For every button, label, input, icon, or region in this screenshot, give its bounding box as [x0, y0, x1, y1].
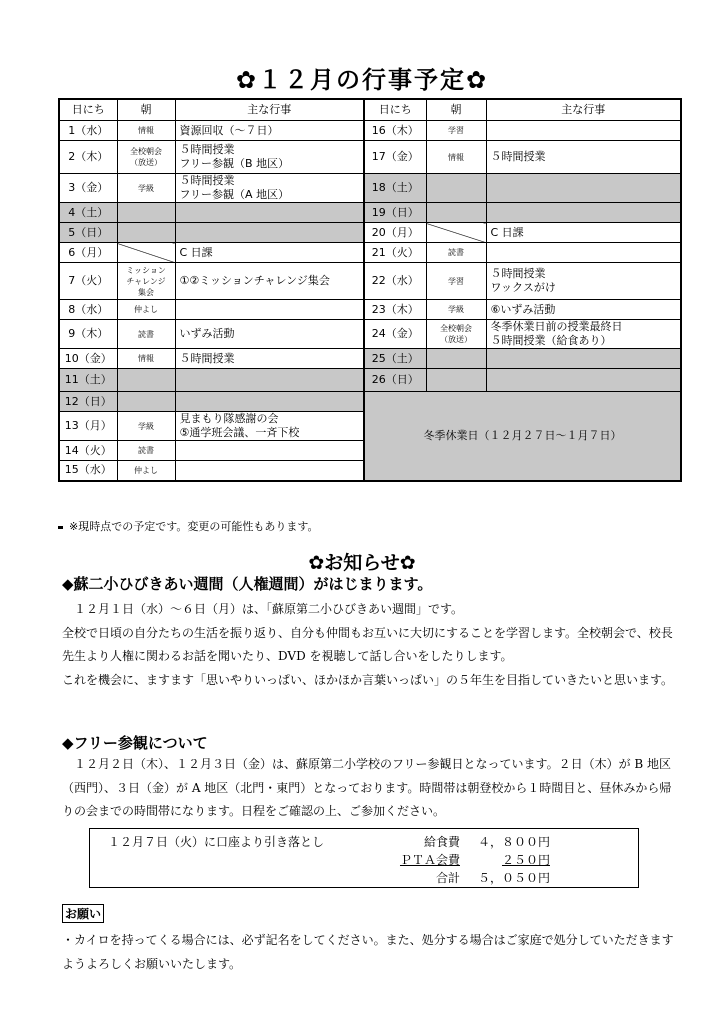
morning-cell: 学級 [426, 300, 486, 320]
event-cell [175, 441, 364, 461]
event-cell [175, 392, 364, 412]
date-cell: 10（金） [59, 349, 117, 369]
fee-row: 合計 ５，０５０円 [435, 871, 550, 885]
event-cell: 冬季休業日前の授業最終日 ５時間授業（給食あり） [486, 320, 681, 349]
winter-break-cell: 冬季休業日（１２月２７日～１月７日） [364, 392, 681, 481]
date-cell: 1（水） [59, 121, 117, 141]
date-cell: 26（日） [364, 369, 426, 392]
morning-cell [117, 392, 175, 412]
morning-cell: 全校朝会 （放送） [426, 320, 486, 349]
event-cell [486, 121, 681, 141]
morning-cell: 全校朝会 （放送） [117, 141, 175, 174]
section-heading-human-rights: ◆蘇二小ひびきあい週間（人権週間）がはじまります。 [62, 575, 433, 593]
event-cell [486, 203, 681, 223]
morning-cell [426, 203, 486, 223]
table-header-cell: 主な行事 [486, 99, 681, 121]
event-cell: 見まもり隊感謝の会 ⑤通学班会議、一斉下校 [175, 412, 364, 441]
section-body-free-visit: １２月２日（木）、１２月３日（金）は、蘇原第二小学校のフリー参観日となっています。２日（木）が B 地区（西門）、３日（金）が A 地区（北門・東門）となっております。時間帯は朝登校から１時間目と、昼休みから帰りの会までの時間帯になります。日程をご確認の上、ご参加ください。 [62, 757, 672, 818]
date-cell: 9（木） [59, 320, 117, 349]
event-cell: 資源回収（～７日） [175, 121, 364, 141]
morning-cell: 仲よし [117, 300, 175, 320]
table-row [59, 349, 681, 369]
date-cell: 15（水） [59, 461, 117, 481]
notice-title: ✿お知らせ✿ [308, 552, 416, 574]
date-cell: 19（日） [364, 203, 426, 223]
morning-cell: ミッション チャレンジ 集会 [117, 263, 175, 300]
event-cell [486, 174, 681, 203]
date-cell: 22（水） [364, 263, 426, 300]
date-cell: 12（日） [59, 392, 117, 412]
morning-cell: 仲よし [117, 461, 175, 481]
section-heading-free-visit: ◆フリー参観について [62, 734, 208, 752]
fee-withdrawal-label: １２月７日（火）に口座より引き落とし [108, 835, 325, 849]
event-cell: ①②ミッションチャレンジ集会 [175, 263, 364, 300]
event-calendar-table [58, 98, 682, 482]
fee-row: ＰＴＡ会費 ２５０円 [399, 853, 550, 867]
fee-box [89, 828, 639, 888]
morning-cell: 読書 [117, 441, 175, 461]
date-cell: 14（火） [59, 441, 117, 461]
morning-cell [117, 223, 175, 243]
event-cell: ５時間授業 ワックスがけ [486, 263, 681, 300]
table-header-cell: 朝 [426, 99, 486, 121]
morning-cell [117, 203, 175, 223]
morning-cell [117, 369, 175, 392]
table-row [59, 223, 681, 243]
event-cell: いずみ活動 [175, 320, 364, 349]
event-cell: ５時間授業 [486, 141, 681, 174]
date-cell: 11（土） [59, 369, 117, 392]
event-cell: ５時間授業 フリー参観（A 地区） [175, 174, 364, 203]
table-row [59, 141, 681, 174]
event-cell [175, 203, 364, 223]
date-cell: 6（月） [59, 243, 117, 263]
date-cell: 18（土） [364, 174, 426, 203]
event-cell [486, 369, 681, 392]
morning-cell [426, 349, 486, 369]
table-row [59, 203, 681, 223]
date-cell: 24（金） [364, 320, 426, 349]
request-heading: お願い [62, 904, 104, 923]
date-cell: 17（金） [364, 141, 426, 174]
event-cell [175, 461, 364, 481]
table-row [59, 369, 681, 392]
schedule-note: ※現時点での予定です。変更の可能性もあります。 [58, 518, 318, 534]
date-cell: 4（土） [59, 203, 117, 223]
event-cell: C 日課 [486, 223, 681, 243]
date-cell: 7（火） [59, 263, 117, 300]
table-row [59, 320, 681, 349]
morning-cell: 学級 [117, 174, 175, 203]
date-cell: 16（木） [364, 121, 426, 141]
morning-cell: 読書 [426, 243, 486, 263]
table-row [59, 392, 681, 412]
date-cell: 21（火） [364, 243, 426, 263]
morning-cell [426, 223, 486, 243]
date-cell: 8（水） [59, 300, 117, 320]
morning-cell: 学習 [426, 263, 486, 300]
morning-cell: 情報 [426, 141, 486, 174]
date-cell: 13（月） [59, 412, 117, 441]
section-body-human-rights: １２月１日（水）～６日（月）は、「蘇原第二小ひびきあい週間」です。 全校で日頃の自分たちの生活を振り返り、自分も仲間もお互いに大切にすることを学習します。全校朝会で、校長先生より人権に関わるお話を聞いたり、DVD を視聴して話し合いをしたりします。 これを機会に、ますます「思いやりいっぱい、ほかほか言葉いっぱい」の５年生を目指していきたいと思います。 [62, 602, 674, 687]
morning-cell: 学習 [426, 121, 486, 141]
event-cell [175, 369, 364, 392]
page-title: ✿１２月の行事予定✿ [235, 66, 489, 94]
event-cell [175, 223, 364, 243]
date-cell: 2（木） [59, 141, 117, 174]
event-cell: ５時間授業 フリー参観（B 地区） [175, 141, 364, 174]
table-row [59, 121, 681, 141]
table-header-cell: 日にち [364, 99, 426, 121]
event-cell: C 日課 [175, 243, 364, 263]
date-cell: 5（日） [59, 223, 117, 243]
event-cell [175, 300, 364, 320]
morning-cell: 読書 [117, 320, 175, 349]
event-cell: ⑥いずみ活動 [486, 300, 681, 320]
table-header-cell: 朝 [117, 99, 175, 121]
event-cell [486, 349, 681, 369]
date-cell: 20（月） [364, 223, 426, 243]
table-row [59, 300, 681, 320]
morning-cell: 学級 [117, 412, 175, 441]
table-header-cell: 日にち [59, 99, 117, 121]
morning-cell [426, 174, 486, 203]
table-row [59, 243, 681, 263]
table-row [59, 263, 681, 300]
event-cell: ５時間授業 [175, 349, 364, 369]
event-cell [486, 243, 681, 263]
table-row [59, 174, 681, 203]
request-body: ・カイロを持ってくる場合には、必ず記名をしてください。また、処分する場合はご家庭で処分していただきますようよろしくお願いいたします。 [62, 933, 674, 971]
date-cell: 3（金） [59, 174, 117, 203]
fee-row: 給食費 ４，８００円 [423, 835, 550, 849]
morning-cell [426, 369, 486, 392]
date-cell: 25（土） [364, 349, 426, 369]
morning-cell: 情報 [117, 349, 175, 369]
morning-cell: 情報 [117, 121, 175, 141]
table-header-cell: 主な行事 [175, 99, 364, 121]
morning-cell [117, 243, 175, 263]
date-cell: 23（木） [364, 300, 426, 320]
